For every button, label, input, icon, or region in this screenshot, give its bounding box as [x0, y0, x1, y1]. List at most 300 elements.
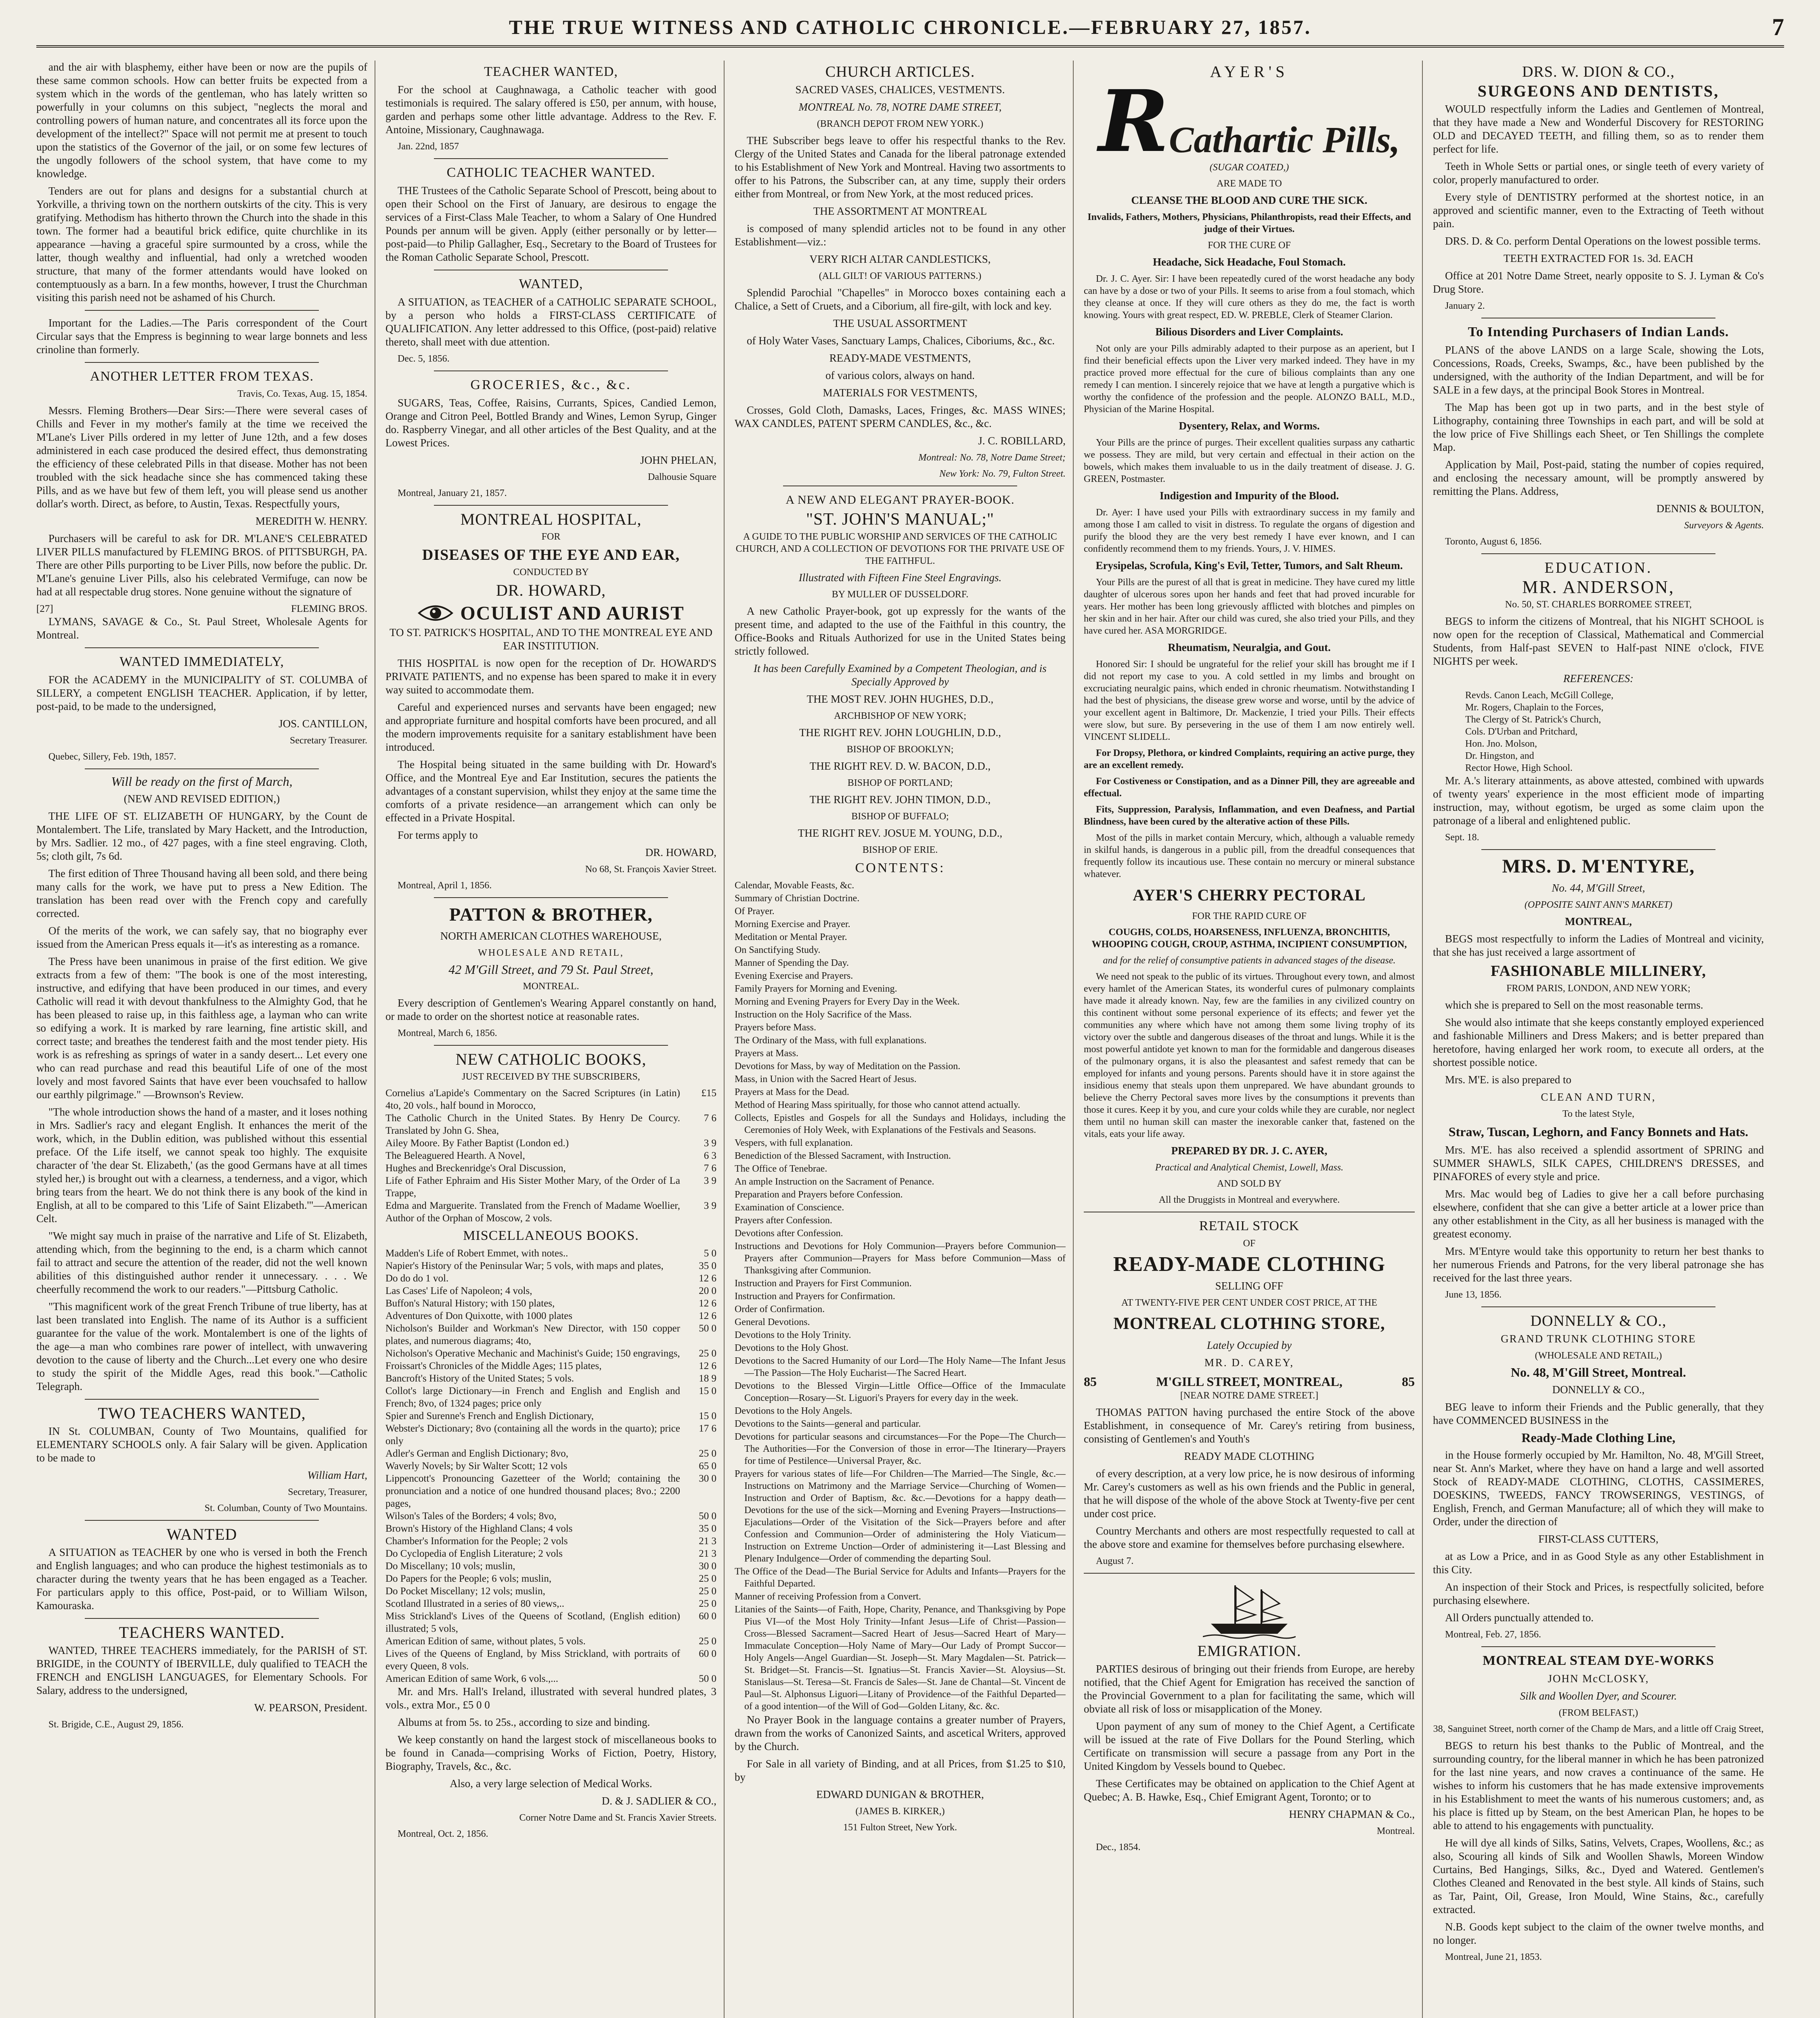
contents-item: Prayers at Mass for the Dead. — [735, 1087, 849, 1097]
book-list-item — [385, 1247, 716, 1260]
contents-item: Devotions after Confession. — [735, 1228, 843, 1239]
ad-signature: W. PEARSON, President. — [254, 1702, 367, 1714]
book-title: Adler's German and English Dictionary; 8vo, — [385, 1448, 569, 1459]
ad-subheading: To the latest Style, — [1562, 1109, 1635, 1119]
reference-item: Rector Howe, High School. — [1465, 763, 1573, 773]
contents-item: Meditation or Mental Prayer. — [735, 932, 847, 942]
masthead — [36, 9, 1784, 48]
ad-signature: William Hart, — [307, 1469, 367, 1481]
retail-address-row — [1084, 1373, 1415, 1390]
book-price: 25 0 — [699, 1348, 716, 1359]
contents-item: Devotions to the Sacred Humanity of our Lord—The Holy Name—The Infant Jesus—The Passion—The Holy Eucharist—The Sacred Heart. — [735, 1356, 1066, 1378]
book-title: The Catholic Church in the United States. By Henry De Courcy. Translated by John G. Shea, — [385, 1113, 680, 1136]
book-price: 12 6 — [699, 1361, 716, 1371]
book-price: 35 0 — [699, 1523, 716, 1534]
contents-item: Instructions and Devotions for Holy Communion—Prayers before Communion—Prayers after Communion—Prayers for Mass before Communion—Mass of Thanksgiving after Communion. — [735, 1241, 1066, 1276]
ad-subheading: READY-MADE VESTMENTS, — [829, 352, 971, 364]
book-ad-body: THE LIFE OF ST. ELIZABETH OF HUNGARY, by the Count de Montalembert. The Life, translated by Mary Hackett, and the Introduction, by Mrs. Sadlier. 12 mo., of 427 pages, with a fine steel engraving. Cloth, 5s; cloth gilt, 7s 6d. — [36, 810, 367, 862]
book-review-quote: The Press have been unanimous in praise of the first edition. We give extracts from a few of them: "The book is one of the most interesting, instructive, and edifying that have been produced in our times, and every Catholic will read it with devout thankfulness to the Almighty God, that he has been pleased to raise up, in this faithless age, a layman who can write so edifying a work. It is marked by rare learning, fine artistic skill, and correct taste; and breathes the tenderest faith and the most tender piety. His work is as refreshing as springs of water in a sandy desert... Let every one who can read purchase and read this beautiful Life of one of the most lovely and most favored Saints that have ever been vouchsafed to hallow our earthly pilgrimage." —Brownson's Review. — [36, 955, 367, 1101]
contents-item: The Office of the Dead—The Burial Service for Adults and Infants—Prayers for the Faithful Departed. — [735, 1566, 1066, 1589]
lymans-agents: LYMANS, SAVAGE & Co., St. Paul Street, Wholesale Agents for Montreal. — [36, 615, 367, 641]
book-price: 7 6 — [704, 1163, 716, 1174]
ad-body: For Sale in all variety of Binding, and at all Prices, from $1.25 to $10, by — [735, 1758, 1066, 1783]
book-list-item — [385, 1174, 716, 1199]
column-rule — [1422, 61, 1423, 2018]
ayer-section-heading: Bilious Disorders and Liver Complaints. — [1155, 326, 1343, 338]
book-list — [385, 1087, 716, 1225]
ad-heading-contents: CONTENTS: — [855, 860, 945, 875]
contents-item: Devotions to the Saints—general and particular. — [735, 1419, 921, 1429]
ad-body: DRS. D. & Co. perform Dental Operations on the lowest possible terms. — [1445, 235, 1761, 247]
ad-body: of Holy Water Vases, Sanctuary Lamps, Chalices, Ciboriums, &c., &c. — [747, 335, 1055, 347]
ad-signature: EDWARD DUNIGAN & BROTHER, — [816, 1788, 984, 1800]
ad-body: Albums at from 5s. to 25s., according to size and binding. — [398, 1716, 650, 1728]
book-title: Collot's large Dictionary—in French and English and English and French; 8vo, of 1324 pages; price only — [385, 1386, 680, 1409]
ad-subheading: SACRED VASES, CHALICES, VESTMENTS. — [795, 84, 1005, 96]
ad-date: Sept. 18. — [1445, 832, 1479, 843]
ad-heading-wanted: WANTED, — [519, 276, 583, 291]
ad-address: No. 48, M'Gill Street, Montreal. — [1510, 1365, 1686, 1380]
ad-signature: J. C. ROBILLARD, — [978, 435, 1066, 447]
ad-subheading: MATERIALS FOR VESTMENTS, — [823, 387, 978, 399]
letter-date: Travis, Co. Texas, Aug. 15, 1854. — [237, 389, 367, 399]
book-price: 65 0 — [699, 1461, 716, 1472]
ad-signature-sub: Practical and Analytical Chemist, Lowell, Mass. — [1155, 1162, 1344, 1173]
ad-subheading: FOR THE RAPID CURE OF — [1192, 911, 1307, 921]
column-rule — [1073, 61, 1074, 2018]
ad-subheading: THE ASSORTMENT AT MONTREAL — [813, 205, 987, 217]
ad-heading-ready-march: Will be ready on the first of March, — [111, 774, 293, 789]
ad-address: 151 Fulton Street, New York. — [843, 1822, 957, 1833]
ad-heading-patton: PATTON & BROTHER, — [449, 904, 653, 925]
ad-subheading: (FROM BELFAST,) — [1558, 1708, 1638, 1718]
ad-subheading: A GUIDE TO THE PUBLIC WORSHIP AND SERVICES OF THE CATHOLIC CHURCH, AND A COLLECTION OF DEVOTIONS FOR THE PRIVATE USE OF THE FAITHFUL. — [735, 532, 1065, 566]
fleming-signature-row — [36, 603, 367, 615]
ad-date: Montreal, March 6, 1856. — [398, 1028, 497, 1038]
book-title: Napier's History of the Peninsular War; 5 vols, with maps and plates, — [385, 1260, 664, 1271]
book-list-item — [385, 1410, 716, 1422]
ad-heading-new-books: NEW CATHOLIC BOOKS, — [455, 1050, 647, 1068]
ad-date: Montreal, Feb. 27, 1856. — [1445, 1629, 1541, 1640]
ad-heading-fashionable-millinery: FASHIONABLE MILLINERY, — [1491, 963, 1706, 980]
ad-body: Every description of Gentlemen's Wearing Apparel constantly on hand, or made to order on the shortest notice at reasonable rates. — [385, 997, 716, 1022]
ad-body: PLANS of the above LANDS on a large Scale, showing the Lots, Concessions, Roads, Creeks, Swamps, &c., have been published by the undersigned, with the authority of the Indian Department, and will be for SALE in a few days, at the principal Book Stores in Montreal. — [1433, 344, 1764, 396]
ad-subheading: Illustrated with Fifteen Fine Steel Engravings. — [798, 571, 1002, 584]
ad-subheading: REFERENCES: — [1563, 672, 1634, 685]
book-review-quote: "The whole introduction shows the hand of a master, and it loses nothing in Mrs. Sadlier's racy and elegant English. It enhances the merit of the work, which, in the Dublin edition, was published without this essential preface. Of the Life itself, we cannot speak too highly. The exquisite character of 'the dear St. Elizabeth,' (as the good Germans have at all times styled her,) is brought out with a clearness, a tenderness, and a vigor, which bring tears from the heart. We do not think there is any book of the kind in English, at all to be compared to this 'Life of Saint Elizabeth.'"—American Celt. — [36, 1106, 367, 1225]
ad-body: We keep constantly on hand the largest stock of miscellaneous books to be found in Canada—comprising Works of Fiction, Poetry, History, Biography, Travels, &c., &c. — [385, 1733, 716, 1772]
contents-item: Manner of receiving Profession from a Convert. — [735, 1591, 921, 1602]
ad-heading-two-teachers: TWO TEACHERS WANTED, — [98, 1404, 306, 1422]
ad-body: THE Trustees of the Catholic Separate School of Prescott, being about to open their School on the First of January, are desirous to engage the services of a First-Class Male Teacher, to whom a Salary of One Hundred Pounds per annum will be given. Apply (either personally or by letter—post-paid—to Philip Gallagher, Esq., Secretary to the Board of Trustees for the Roman Catholic Separate School, Prescott. — [385, 184, 716, 263]
contents-item: Vespers, with full explanation. — [735, 1138, 853, 1148]
ad-body: A SITUATION, as TEACHER of a CATHOLIC SEPARATE SCHOOL, by a person who holds a FIRST-CLASS CERTIFICATE of QUALIFICATION. Any letter addressed to this Office, (post-paid) relative thereto, shall meet with due attention. — [385, 296, 716, 348]
bishop-name: THE RIGHT REV. JOSUE M. YOUNG, D.D., — [798, 827, 1003, 839]
fleming-signature: FLEMING BROS. — [291, 603, 367, 614]
contents-item: Prayers before Mass. — [735, 1022, 816, 1033]
contents-item: Prayers after Confession. — [735, 1215, 832, 1226]
book-price: 3 9 — [704, 1175, 716, 1186]
oculist-heading: OCULIST AND AURIST — [460, 602, 685, 624]
article-paragraph: and the air with blasphemy, either have been or now are the pupils of these same common schools. How can better fruits be expected from a system which in the words of the gentleman, who has lately written so powerfully in your columns on this subject, "neglects the moral and controlling powers of human nature, and concentrates all its force upon the development of the intellect?" Space will not permit me at present to touch upon the statistics of the Governor of the jail, or on some few lectures of the ungodly followers of the school system, that have come to my knowledge. — [36, 61, 367, 180]
ad-heading-donnelly: DONNELLY & CO., — [1530, 1313, 1667, 1329]
ayer-section-heading: Headache, Sick Headache, Foul Stomach. — [1153, 256, 1346, 268]
ad-body: All Orders punctually attended to. — [1445, 1612, 1594, 1624]
book-title: Do Miscellany; 10 vols; muslin, — [385, 1561, 515, 1572]
ad-subheading: Straw, Tuscan, Leghorn, and Fancy Bonnets and Hats. — [1448, 1124, 1749, 1139]
book-title: Lives of the Queens of England, by Miss Strickland, with portraits of every Queen, 8 vols. — [385, 1648, 680, 1672]
ad-signature: DR. HOWARD, — [645, 846, 716, 858]
ad-subheading: CLEAN AND TURN, — [1541, 1091, 1656, 1103]
reference-list — [1433, 689, 1764, 774]
ad-city: MONTREAL, — [1565, 915, 1632, 927]
ad-address: 38, Sanguinet Street, north corner of the Champ de Mars, and a little off Craig Street, — [1433, 1724, 1764, 1734]
ad-subheading: [NEAR NOTRE DAME STREET.] — [1180, 1390, 1319, 1401]
contents-item: Manner of Spending the Day. — [735, 958, 849, 968]
ayer-section-heading: Dysentery, Relax, and Worms. — [1179, 420, 1320, 432]
book-price: 25 0 — [699, 1573, 716, 1584]
divider — [434, 897, 668, 898]
ad-body: No Prayer Book in the language contains a greater number of Prayers, drawn from the works of Canonized Saints, and ascetical Writers, approved by the Church. — [735, 1714, 1066, 1752]
ad-heading-dye-works: MONTREAL STEAM DYE-WORKS — [1483, 1653, 1714, 1668]
ad-body: Splendid Parochial "Chapelles" in Morocco boxes containing each a Chalice, a Sett of Cruets, and a Ciborium, all fire-gilt, with lock and key. — [735, 287, 1066, 312]
ad-heading-groceries: GROCERIES, &c., &c. — [470, 377, 632, 392]
book-review-quote: "This magnificent work of the great French Tribune of true liberty, has at last been translated into English. The name of its Author is a sufficient guarantee for the value of the work. Montalembert is one of the lights of the age—a man who combines rare power of intellect, with unwavering devotion to the cause of liberty and the Church...Let every one who desire to study the spirit of the Middle Ages, read this book."—Catholic Telegraph. — [36, 1300, 367, 1392]
reference-item: Mr. Rogers, Chaplain to the Forces, — [1465, 702, 1604, 713]
testimonial: Not only are your Pills admirably adapted to their purpose as an aperient, but I find their beneficial effects upon the Liver very marked indeed. They have in my practice proved more effectual for the cure of bilious complaints than any one remedy I can mention. I sincerely rejoice that we have at length a purgative which is worthy the confidence of the profession and the people. ALONZO BALL, M.D., Physician of the Marine Hospital. — [1084, 343, 1415, 414]
book-price: 12 6 — [699, 1298, 716, 1309]
book-title: Brown's History of the Highland Clans; 4 vols — [385, 1523, 573, 1534]
column-1 — [36, 61, 367, 2018]
testimonial: Honored Sir: I should be ungrateful for the relief your skill has brought me if I did not report my case to you. A cold settled in my limbs and brought on excruciating neuralgic pains, which ended in chronic rheumatism. Notwithstanding I had the best of physicians, the disease grew worse and worse, until by the advice of your excellent agent in Baltimore, Dr. Mackenzie, I tried your Pills. Their effects were slow, but sure. By persevering in the use of them I am now entirely well. VINCENT SLIDELL. — [1084, 659, 1415, 742]
ad-heading-misc-books: MISCELLANEOUS BOOKS. — [463, 1228, 639, 1243]
book-price: 60 0 — [699, 1648, 716, 1659]
ad-body: Mrs. M'E. has also received a splendid assortment of SPRING and SUMMER SHAWLS, SILK CAPES, CHILDREN'S DRESSES, and PINAFORES of every style and price. — [1433, 1144, 1764, 1183]
contents-item: Evening Exercise and Prayers. — [735, 971, 853, 981]
ad-date: January 2. — [1445, 301, 1485, 311]
ad-subheading: (NEW AND REVISED EDITION,) — [124, 793, 280, 805]
book-price: 15 0 — [699, 1411, 716, 1421]
ad-body: in the House formerly occupied by Mr. Hamilton, No. 48, M'Gill Street, near St. Ann's Market, where they have on hand a large and well assorted Stock of READY-MADE CLOTHING, CLOTHS, CASSIMERES, DOESKINS, TWEEDS, FANCY TROWSERINGS, VESTINGS, of English, French, and German Manufacture; all of which they will make to Order, under the direction of — [1433, 1449, 1764, 1528]
ad-signature: D. & J. SADLIER & CO., — [601, 1795, 716, 1807]
book-price: 60 0 — [699, 1611, 716, 1622]
ad-address: No. 44, M'Gill Street, — [1552, 882, 1645, 894]
book-price: £15 — [701, 1088, 716, 1099]
book-title: American Edition of same, without plates, 5 vols. — [385, 1636, 586, 1647]
book-title: American Edition of same Work, 6 vols.,... — [385, 1673, 559, 1684]
ad-heading-texas-letter: ANOTHER LETTER FROM TEXAS. — [90, 369, 314, 384]
ad-heading-wanted-immediately: WANTED IMMEDIATELY, — [119, 654, 284, 669]
book-title: Lippencott's Pronouncing Gazetteer of the World; containing the pronunciation and a notice of one hundred thousand places; 8vo.; 2200 pages, — [385, 1473, 680, 1509]
reference-item: The Clergy of St. Patrick's Church, — [1465, 714, 1601, 725]
book-price: 3 9 — [704, 1138, 716, 1149]
contents-item: Instruction and Prayers for First Communion. — [735, 1278, 912, 1289]
book-list-item — [385, 1360, 716, 1372]
contents-item: Devotions to the Blessed Virgin—Little Office—Office of the Immaculate Conception—Rosary—St. Liguori's Prayers for every day in the week. — [735, 1381, 1066, 1403]
ad-subheading: MR. D. CAREY, — [1204, 1356, 1294, 1369]
contents-item: Examination of Conscience. — [735, 1202, 844, 1213]
book-ad-body: Of the merits of the work, we can safely say, that no biography ever issued from the American Press equals it—it's as interesting as a romance. — [36, 925, 367, 950]
book-list — [385, 1247, 716, 1685]
book-list-item — [385, 1510, 716, 1522]
ship-illustration — [1084, 1579, 1415, 1640]
ad-subheading: TEETH EXTRACTED FOR 1s. 3d. EACH — [1503, 252, 1694, 264]
divider — [434, 1045, 668, 1046]
contents-item: Morning Exercise and Prayer. — [735, 919, 850, 929]
book-price: 18 9 — [699, 1373, 716, 1384]
bishop-title: ARCHBISHOP OF NEW YORK; — [834, 711, 966, 721]
book-list-item — [385, 1137, 716, 1149]
book-title: Miss Strickland's Lives of the Queens of Scotland, (English edition) illustrated; 5 vols, — [385, 1611, 680, 1634]
contents-item: Litanies of the Saints—of Faith, Hope, Charity, Penance, and Thanksgiving by Pope Pius VI—of the Most Holy Trinity—Infant Jesus—Life of Christ—Passion—Cross—Blessed Sacrament—Sacred Heart of Jesus—Sacred Heart of Mary—Immaculate Conception—Holy Name of Mary—Our Lady of Prompt Succor—Holy Angels—Angel Guardian—St. Joseph—St. Mary Magdalen—St. Patrick—St. Bridget—St. Francis—St. Ignatius—St. Francis Xavier—St. Aloysius—St. Stanislaus—St. Teresa—St. Francis de Sales—St. Jane de Chantal—St. Vincent de Paul—St. Alphonsus Liguori—Litany of Providence—of the Faithful Departed—of a good intention—of the Will of God—Golden Litany, &c. &c. — [735, 1604, 1066, 1712]
letter-body: Messrs. Fleming Brothers—Dear Sirs:—There were several cases of Chills and Fever in my mother's family at the time we received the M'Lane's Liver Pills ordered in my letter of June 12th, and a few doses administered in each case produced the desired effect, thus demonstrating the efficiency of these celebrated Pills in that disease. Mother has not been troubled with the sick headache since she has commenced taking these Pills, and as we have but few of them left, you will please send us another dollar's worth. Direct, as before, to Austin, Texas. Respectfully yours, — [36, 404, 367, 510]
ad-body: at as Low a Price, and in as Good Style as any other Establishment in this City. — [1433, 1550, 1764, 1576]
ad-subheading: GRAND TRUNK CLOTHING STORE — [1501, 1333, 1696, 1345]
book-list-item — [385, 1522, 716, 1535]
contents-item: On Sanctifying Study. — [735, 945, 821, 955]
contents-item: Calendar, Movable Feasts, &c. — [735, 880, 854, 891]
ayer-section-heading: Erysipelas, Scrofula, King's Evil, Tetter, Tumors, and Salt Rheum. — [1095, 559, 1403, 571]
ad-signature: HENRY CHAPMAN & Co., — [1289, 1808, 1415, 1820]
ad-body: THE Subscriber begs leave to offer his respectful thanks to the Rev. Clergy of the United States and Canada for the liberal patronage extended to his Establishment of New York and Montreal. Having two assortments to offer to his Patrons, the Subscriber can, at any time, supply their orders either from Montreal, or from New York, at the most reduced prices. — [735, 134, 1066, 200]
masthead-title: THE TRUE WITNESS AND CATHOLIC CHRONICLE.—FEBRUARY 27, 1857. — [509, 16, 1312, 38]
book-title: Chamber's Information for the People; 2 vols — [385, 1536, 568, 1547]
ad-place: Dalhousie Square — [648, 472, 716, 482]
ad-body: Teeth in Whole Setts or partial ones, or single teeth of every variety of color, properly manufactured to order. — [1433, 160, 1764, 186]
book-price: 25 0 — [699, 1586, 716, 1597]
ad-subheading: (SUGAR COATED,) — [1209, 162, 1289, 173]
book-list-item — [385, 1447, 716, 1460]
ad-body: These Certificates may be obtained on application to the Chief Agent at Quebec; A. B. Hawke, Esq., Chief Emigrant Agent, Toronto; or to — [1084, 1777, 1415, 1803]
ad-subheading: TO ST. PATRICK'S HOSPITAL, AND TO THE MONTREAL EYE AND EAR INSTITUTION. — [389, 626, 713, 652]
ad-body: THIS HOSPITAL is now open for the reception of Dr. HOWARD'S PRIVATE PATIENTS, and no expense has been spared to make it in every way suited to accommodate them. — [385, 657, 716, 696]
contents-item: Instruction and Prayers for Confirmation. — [735, 1291, 895, 1302]
ad-date: Toronto, August 6, 1856. — [1445, 536, 1542, 547]
ad-signature: DENNIS & BOULTON, — [1656, 502, 1764, 515]
book-ad-body: The first edition of Three Thousand having all been sold, and there being many calls for the work, we have put to press a New Edition. The translation has been read over with the French copy and carefully corrected. — [36, 867, 367, 919]
fleming-ref: [27] — [36, 603, 53, 614]
column-rule — [724, 61, 725, 2018]
ad-body: of every description, at a very low price, he is now desirous of informing Mr. Carey's customers as well as his own friends and the Public in general, that he will dispose of the whole of the above Stock at Twenty-five per cent under cost price. — [1084, 1467, 1415, 1520]
book-list-item — [385, 1322, 716, 1347]
divider — [85, 768, 319, 769]
book-price: 12 6 — [699, 1310, 716, 1321]
book-price: 25 0 — [699, 1636, 716, 1647]
ad-heading-emigration: EMIGRATION. — [1197, 1643, 1301, 1660]
column-3 — [735, 61, 1066, 2018]
ad-signature-sub: (JAMES B. KIRKER,) — [855, 1806, 945, 1817]
ad-subheading: CLEANSE THE BLOOD AND CURE THE SICK. — [1131, 194, 1368, 206]
bishop-list — [735, 693, 1066, 856]
book-price: 20 0 — [699, 1285, 716, 1296]
ayer-note: Most of the pills in market contain Mercury, which, although a valuable remedy in skilful hands, is dangerous in a public pill, from the dreadful consequences that frequently follow its incautious use. These contain no mercury or mineral substance whatever. — [1084, 833, 1415, 879]
contents-item: Prayers for various states of life—For Children—The Married—The Single, &c.—Instructions on Matrimony and the Marriage Service—Churching of Women—Instruction and Order of Baptism, &c. &c.—Devotions for a happy death—Devotions for the use of the sick—Morning and Evening Prayers—Instructions—Ejaculations—Order of the Visitation of the Sick—Prayers before and after Confession and Communion—Order of administering the Holy Viaticum—Instruction on Extreme Unction—Order of administering it—Last Blessing and Plenary Indulgence—Order of commending the departing Soul. — [735, 1469, 1066, 1564]
divider — [1084, 1573, 1415, 1574]
ayer-indication: For Costiveness or Constipation, and as a Dinner Pill, they are agreeable and effectual. — [1084, 776, 1415, 799]
book-price: 17 6 — [699, 1423, 716, 1434]
ad-signature: JOS. CANTILLON, — [279, 718, 367, 730]
book-price: 25 0 — [699, 1598, 716, 1609]
book-price: 25 0 — [699, 1448, 716, 1459]
contents-item: Morning and Evening Prayers for Every Day in the Week. — [735, 996, 960, 1007]
contents-item: Order of Confirmation. — [735, 1304, 825, 1315]
ad-date: Quebec, Sillery, Feb. 19th, 1857. — [48, 752, 176, 762]
book-list-item — [385, 1149, 716, 1162]
divider — [1481, 553, 1715, 554]
ad-subheading: Invalids, Fathers, Mothers, Physicians, Philanthropists, read their Effects, and judge of their Virtues. — [1087, 212, 1411, 234]
ad-signature: PREPARED BY DR. J. C. AYER, — [1171, 1145, 1328, 1157]
ad-heading-education: EDUCATION. — [1544, 559, 1652, 576]
book-title: Ailey Moore. By Father Baptist (London ed.) — [385, 1138, 569, 1149]
ad-body: She would also intimate that she keeps constantly employed experienced and fashionable Milliners and Dress Makers; and is better prepared than heretofore, having enlarged her work room, to execute all orders, at the shortest possible notice. — [1433, 1016, 1764, 1068]
ad-address: Corner Notre Dame and St. Francis Xavier Streets. — [519, 1813, 716, 1823]
book-list-item — [385, 1460, 716, 1472]
ad-body: BEGS to return his best thanks to the Public of Montreal, and the surrounding country, for the liberal manner in which he has been patronized for the last nine years, and now craves a continuance of the same. He wishes to inform his customers that he has made extensive improvements in his Establishment to meet the wants of his numerous customers; and, as his place is fitted up by Steam, on the best American Plan, he hopes to be able to attend to his engagements with punctuality. — [1433, 1740, 1764, 1832]
oculist-row — [385, 602, 716, 624]
ad-subheading: WHOLESALE AND RETAIL, — [478, 948, 624, 958]
book-list-item — [385, 1297, 716, 1310]
book-title: Buffon's Natural History; with 150 plates, — [385, 1298, 555, 1309]
book-list-item — [385, 1585, 716, 1597]
book-list-item — [385, 1597, 716, 1610]
book-title: Do Cyclopedia of English Literature; 2 vols — [385, 1548, 563, 1559]
ad-subheading: (ALL GILT! OF VARIOUS PATTERNS.) — [819, 271, 982, 281]
contents-item: An ample Instruction on the Sacrament of Penance. — [735, 1176, 934, 1187]
ad-date: Montreal, June 21, 1853. — [1445, 1952, 1542, 1962]
ad-body: BEGS most respectfully to inform the Ladies of Montreal and vicinity, that she has just received a large assortment of — [1433, 933, 1764, 958]
ad-subheading: JOHN McCLOSKY, — [1548, 1673, 1649, 1685]
book-list-item — [385, 1610, 716, 1635]
ad-body: We need not speak to the public of its virtues. Throughout every town, and almost every hamlet of the American States, its wonderful cures of pulmonary complaints have made it already known. Nay, few are the families in any civilized country on this continent without some personal experience of its effects; and fewer yet the communities any where which have not among them some living trophy of its victory over the subtle and dangerous diseases of the throat and lungs. While it is the most powerful antidote yet known to man for the formidable and dangerous diseases of the pulmonary organs, it is also the pleasantest and safest remedy that can be employed for infants and young persons. Parents should have it in store against the insidious enemy that steals upon them unprepared. We have abundant grounds to believe the Cherry Pectoral saves more lives by the consumptions it prevents than those it cures. Keep it by you, and cure your colds while they are curable, nor neglect them until no human skill can master the inexorable canker that, fastened on the vitals, eats your life away. — [1084, 971, 1415, 1139]
book-list-item — [385, 1199, 716, 1225]
ad-body: Every style of DENTISTRY performed at the shortest notice, in an approved and scientific manner, even to the Extracting of Teeth without pain. — [1433, 191, 1764, 230]
book-list-item — [385, 1647, 716, 1673]
ad-date: Jan. 22nd, 1857 — [398, 141, 459, 152]
book-list-item — [385, 1112, 716, 1137]
column-2 — [385, 61, 716, 2018]
ad-heading-retail-stock: RETAIL STOCK — [1199, 1218, 1300, 1233]
ad-subheading: READY MADE CLOTHING — [1184, 1450, 1315, 1462]
ad-heading-teacher-wanted: TEACHER WANTED, — [484, 64, 618, 79]
ad-body: BEGS to inform the citizens of Montreal, that his NIGHT SCHOOL is now open for the reception of Classical, Mathematical and Commercial Students, from Half-past SEVEN to Half-past NINE o'clock, FIVE NIGHTS per week. — [1433, 615, 1764, 667]
ad-body: SUGARS, Teas, Coffee, Raisins, Currants, Spices, Candied Lemon, Orange and Citron Peel, Bottled Brandy and Wines, Lemon Syrup, Ginger do. Raspberry Vinegar, and all other articles of the Best Quality, and at the Lowest Prices. — [385, 397, 716, 449]
book-title: Webster's Dictionary; 8vo (containing all the words in the quarto); price only — [385, 1423, 680, 1447]
bishop-title: BISHOP OF BUFFALO; — [851, 811, 949, 822]
ad-date: Dec. 5, 1856. — [398, 354, 450, 364]
contents-item: Family Prayers for Morning and Evening. — [735, 984, 897, 994]
divider — [434, 505, 668, 506]
ad-body: IN St. COLUMBAN, County of Two Mountains, qualified for ELEMENTARY SCHOOLS only. A fair Salary will be given. Application to be made to — [36, 1425, 367, 1464]
book-price: 30 0 — [699, 1561, 716, 1572]
ad-subheading: FROM PARIS, LONDON, AND NEW YORK; — [1506, 983, 1690, 994]
divider — [1481, 849, 1715, 850]
ad-heading-anderson: MR. ANDERSON, — [1522, 577, 1675, 597]
contents-item: Devotions for particular seasons and circumstances—For the Pope—The Church—The Authorities—For the Conversion of those in error—The Itinerary—Prayers for time of Pestilence—Universal Prayer, &c. — [735, 1432, 1066, 1466]
ad-heading-church-articles: CHURCH ARTICLES. — [825, 63, 975, 80]
ad-body: WOULD respectfully inform the Ladies and Gentlemen of Montreal, that they have made a New and Wonderful Discovery for RESTORING OLD and DECAYED TEETH, and filling them, so as to render them perfect for life. — [1433, 103, 1764, 155]
ad-heading-catholic-teacher: CATHOLIC TEACHER WANTED. — [446, 165, 656, 180]
ad-date: Montreal, Oct. 2, 1856. — [398, 1829, 488, 1839]
divider — [85, 1399, 319, 1400]
ad-body: Careful and experienced nurses and servants have been engaged; new and appropriate furniture and hospital comforts have been procured, and all the modern improvements requisite for a sanitary establishment have been introduced. — [385, 701, 716, 753]
ad-subheading: (BRANCH DEPOT FROM NEW YORK.) — [817, 119, 984, 129]
book-title: Las Cases' Life of Napoleon; 4 vols, — [385, 1285, 532, 1296]
ad-body: Mrs. Mac would beg of Ladies to give her a call before purchasing elsewhere, confident that she can give a better article at a lower price than any other establishment in the City, as all her business is managed with the greatest economy. — [1433, 1188, 1764, 1240]
ayer-logo-word: Cathartic Pills, — [1169, 119, 1400, 160]
ad-heading-montreal-clothing-store: MONTREAL CLOTHING STORE, — [1113, 1315, 1385, 1333]
ad-heading-mentyre: MRS. D. M'ENTYRE, — [1502, 856, 1695, 877]
article-paragraph: Tenders are out for plans and designs for a substantial church at Yorkville, a thriving town on the northern outskirts of the city. This is very gratifying. Methodism has hitherto thrown the Church into the shade in this town. The former had a beautiful brick edifice, quite churchlike in its appearance —having a graceful spire surmounted by a cross, while the latter, though wealthy and influential, had only a wretched wooden structure, that many of the former attendants would have looked on contemptuously as a barn. In a few months, however, I trust the Churchman visiting this parish need not be ashamed of his Church. — [36, 185, 367, 304]
ad-body: The Hospital being situated in the same building with Dr. Howard's Office, and the Montreal Eye and Ear Institution, secures the patients the advantages of a constant supervision, whilst they enjoy at the same time the comforts of a private residence—an arrangement which can only be effected in a Private Hospital. — [385, 758, 716, 824]
ad-date: St. Brigide, C.E., August 29, 1856. — [48, 1719, 184, 1730]
ad-body: A new Catholic Prayer-book, got up expressly for the wants of the present time, and adapted to the use of the Faithful in this country, the Office-Books and Rituals Authorized for use in the United States being strictly followed. — [735, 605, 1066, 657]
ayer-indication: For Dropsy, Plethora, or kindred Complaints, requiring an active purge, they are an excellent remedy. — [1084, 748, 1415, 770]
bishop-name: THE MOST REV. JOHN HUGHES, D.D., — [806, 693, 994, 705]
ad-subheading: CONDUCTED BY — [513, 567, 589, 578]
street-number: 85 — [1084, 1374, 1097, 1389]
page-number: 7 — [1772, 13, 1784, 40]
book-list-item — [385, 1260, 716, 1272]
book-list-item — [385, 1635, 716, 1647]
ad-body: WANTED, THREE TEACHERS immediately, for the PARISH of ST. BRIGIDE, in the COUNTY of IBERVILLE, duly qualified to TEACH the FRENCH and ENGLISH LANGUAGES, for Elementary Schools. For Salary, address to the undersigned, — [36, 1644, 367, 1696]
reference-item: Cols. D'Urban and Pritchard, — [1465, 726, 1578, 737]
ad-signature-title: Secretary, Treasurer, — [288, 1487, 367, 1497]
divider — [85, 310, 319, 311]
book-title: Adventures of Don Quixotte, with 1000 plates — [385, 1310, 573, 1321]
ad-address: (OPPOSITE SAINT ANN'S MARKET) — [1524, 900, 1673, 910]
ad-signature-sub: All the Druggists in Montreal and everywhere. — [1158, 1195, 1340, 1205]
ad-body: N.B. Goods kept subject to the claim of the owner twelve months, and no longer. — [1433, 1921, 1764, 1946]
ad-body: Mrs. M'Entyre would take this opportunity to return her best thanks to her numerous Friends and Patrons, for the very liberal patronage she has received for the last three years. — [1433, 1245, 1764, 1284]
ayer-brand: AYER'S — [1210, 63, 1289, 81]
street-number: 85 — [1402, 1374, 1415, 1389]
testimonial: Dr. Ayer: I have used your Pills with extraordinary success in my family and among those I am called to visit in distress. To regulate the organs of digestion and purify the blood they are the very best remedy I have ever known, and I can confidently recommend them to my friends. Yours, J. V. HIMES. — [1084, 507, 1415, 554]
ad-body: It has been Carefully Examined by a Competent Theologian, and is Specially Approved by — [754, 662, 1047, 688]
ad-body: BEG leave to inform their Friends and the Public generally, that they have COMMENCED BUSINESS in the — [1433, 1401, 1764, 1426]
book-price: 21 3 — [699, 1548, 716, 1559]
book-list-item — [385, 1087, 716, 1112]
ad-body: Also, a very large selection of Medical Works. — [450, 1777, 652, 1790]
ad-subheading: JUST RECEIVED BY THE SUBSCRIBERS, — [462, 1072, 640, 1082]
contents-item: The Office of Tenebrae. — [735, 1164, 827, 1174]
ad-body: Upon payment of any sum of money to the Chief Agent, a Certificate will be issued at the rate of Five Dollars for the Pound Sterling, which Certificate on transmission will secure a passage from any Port in the United Kingdom by Vessels bound to Quebec. — [1084, 1720, 1415, 1772]
reference-item: Revds. Canon Leach, McGill College, — [1465, 690, 1614, 701]
ad-body: He will dye all kinds of Silks, Satins, Velvets, Crapes, Woollens, &c.; as also, Scouring all kinds of Silk and Woollen Shawls, Moreen Window Curtains, Bed Hangings, Silks, &c., Dyed and Watered. Gentlemen's Clothes Cleaned and Renovated in the best style. All kinds of Stains, such as Tar, Paint, Oil, Grease, Iron Mould, Wine Stains, &c., carefully extracted. — [1433, 1837, 1764, 1915]
book-list-item — [385, 1310, 716, 1322]
ad-subheading: OF — [1243, 1238, 1256, 1249]
divider — [434, 158, 668, 159]
sailing-ship-icon — [1203, 1579, 1296, 1640]
ad-subheading: AT TWENTY-FIVE PER CENT UNDER COST PRICE, AT THE — [1121, 1298, 1378, 1308]
ad-heading-wanted: WANTED — [166, 1525, 237, 1543]
book-title: Do do do 1 vol. — [385, 1273, 449, 1284]
ad-address: MONTREAL No. 78, NOTRE DAME STREET, — [798, 101, 1002, 113]
contents-list — [735, 879, 1066, 1712]
book-list-item — [385, 1535, 716, 1547]
bishop-title: BISHOP OF BROOKLYN; — [846, 744, 954, 755]
testimonial: Your Pills are the purest of all that is great in medicine. They have cured my little daughter of ulcerous sores upon her hands and feet that had proved incurable for years. Her mother has been long grievously afflicted with blotches and pimples on her skin and in her hair. After our child was cured, she also tried your Pills, and they have cured her. ASA MORGRIDGE. — [1084, 577, 1415, 636]
ad-address: New York: No. 79, Fulton Street. — [939, 469, 1066, 479]
divider — [1481, 1306, 1715, 1307]
book-title: Bancroft's History of the United States; 5 vols. — [385, 1373, 574, 1384]
ad-date: June 13, 1856. — [1445, 1290, 1502, 1300]
ad-signature-title: Secretary Treasurer. — [290, 735, 367, 746]
contents-item: Mass, in Union with the Sacred Heart of Jesus. — [735, 1074, 917, 1084]
book-title: Nicholson's Operative Mechanic and Machinist's Guide; 150 engravings, — [385, 1348, 680, 1359]
column-4 — [1084, 61, 1415, 2018]
contents-item: Devotions to the Holy Angels. — [735, 1406, 852, 1416]
book-title: Scotland Illustrated in a series of 80 views,.. — [385, 1598, 564, 1609]
